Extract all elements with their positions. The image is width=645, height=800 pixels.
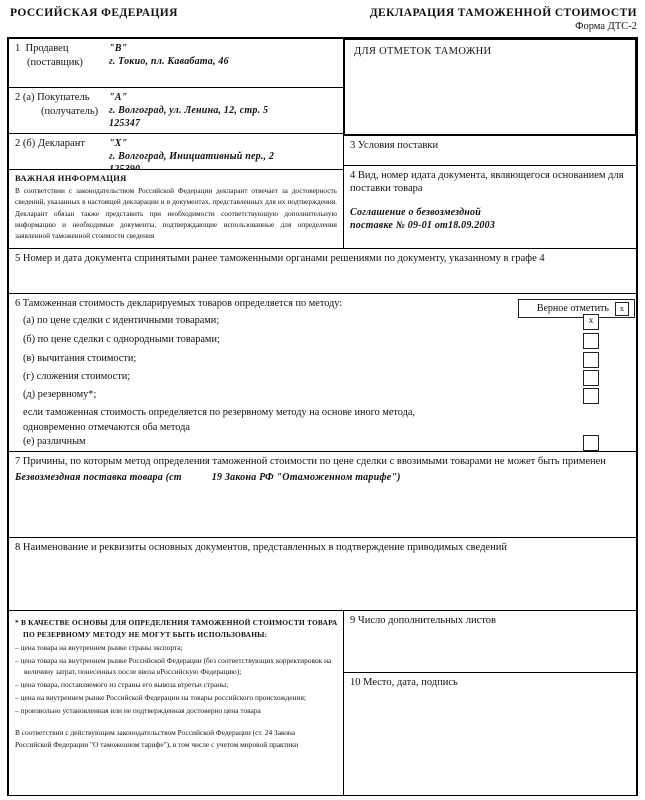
buyer-address: г. Волгоград, ул. Ленина, 12, стр. 5 [109,105,269,116]
box6-valuation-method [8,293,637,452]
method-g-label: (г) сложения стоимости; [23,371,131,382]
box2a-buyer [8,87,344,134]
box9-label: 9 Число дополнительных листов [350,615,496,626]
country-heading: РОССИЙСКАЯ ФЕДЕРАЦИЯ [10,7,178,19]
method-a-label: (а) по цене сделки с идентичными товарами; [23,315,220,326]
box1-value [109,42,229,68]
box1-label: 1 Продавец (поставщик) [15,43,83,68]
box5-prior-decisions [8,248,637,294]
method-a-checkbox[interactable]: x [583,314,599,330]
box9-additional-sheets [343,610,637,673]
method-e-checkbox[interactable] [583,435,599,451]
method-v-label: (в) вычитания стоимости; [23,353,137,364]
footnote-item: – произвольно установленная или не подтвержденная достоверно цена товара [15,705,261,715]
method-e-label: (е) различным [23,436,86,447]
important-info-body: В соответствии с законодательством Российской Федерации декларант отвечает за достоверность сведений, указанных в настоящей декларации и в документах, представленных для их подтверждения. Декларант обязан также представить при необходимости соответствующую дополнительную информацию и необходимые документы, подтверждающие использованные для определения заявленной таможенной стоимости сведения [15,186,337,241]
important-info-box [8,169,344,249]
footnote-text [15,617,339,750]
footnote-closing: В соответствии с действующим законодательством Российской Федерации (ст. 24 Закона Российской Федерации "О таможенном тарифе"), в том числе с учетом мировой практики [15,727,299,749]
form-number-label: Форма ДТС-2 [575,21,637,32]
method-v-checkbox[interactable] [583,352,599,368]
customs-marks-label: ДЛЯ ОТМЕТОК ТАМОЖНИ [354,46,492,57]
box7-label: 7 Причины, по которым метод определения таможенной стоимости по цене сделки с ввозимыми товарами не может быть применен [15,456,606,467]
box6-note-line1: если таможенная стоимость определяется по резервному методу на основе иного метода, [23,407,416,418]
method-d-label: (д) резервному*; [23,389,97,400]
box10-label: 10 Место, дата, подпись [350,677,458,688]
box1-sublabel: (поставщик) [27,57,83,68]
box4-value: Соглашение о безвозмездной поставке № 09-01 от18.09.2003 [350,207,496,231]
footnote-item: – цена товара на внутреннем рынке страны экспорта; [15,642,183,652]
important-info-title: ВАЖНАЯ ИНФОРМАЦИЯ [15,173,127,183]
box3-label: 3 Условия поставки [350,140,439,151]
footnote-item: – цена на внутреннем рынке Российской Федерации на товары российского происхождения; [15,693,306,703]
box2b-label: 2 (б) Декларант [15,138,85,149]
box10-place-date-signature [343,672,637,796]
document-title: ДЕКЛАРАЦИЯ ТАМОЖЕННОЙ СТОИМОСТИ [369,7,637,19]
box1-seller [8,38,344,88]
footnote-title-line1: * В КАЧЕСТВЕ ОСНОВЫ ДЛЯ ОПРЕДЕЛЕНИЯ ТАМОЖЕННОЙ СТОИМОСТИ ТОВАРА [15,618,338,627]
reserve-method-footnote [8,610,344,796]
seller-name: "В" [109,43,128,54]
box2b-number: 2 (б) [15,138,36,149]
box7-reasons [8,451,637,538]
box2a-value [109,91,268,130]
box2a-label: 2 (а) Покупатель (получатель) [15,92,99,117]
footnote-item: – цена товара, поставляемого из страны его вывоза втретьи страны; [15,680,229,690]
method-b-label: (б) по цене сделки с однородными товарами; [23,334,220,345]
box6-note-line2: одновременно отмечаются оба метода [23,422,190,433]
mark-correct-checkbox-icon: x [615,302,629,316]
box8-documents [8,537,637,611]
seller-address: г. Токио, пл. Кавабата, 46 [109,56,229,67]
box2b-declarant [8,133,344,170]
method-g-checkbox[interactable] [583,370,599,386]
box2a-number: 2 (а) [15,92,35,103]
buyer-name: "А" [109,92,128,103]
declarant-address: г. Волгоград, Инициативный пер., 2 [109,151,275,162]
box6-label: 6 Таможенная стоимость декларируемых товаров определяется по методу: [15,298,343,309]
footnote-title-line2: ПО РЕЗЕРВНОМУ МЕТОДУ НЕ МОГУТ БЫТЬ ИСПОЛЬЗОВАНЫ: [23,629,268,639]
mark-correct-label: Верное отметить [536,303,609,314]
buyer-postcode: 125347 [109,118,141,129]
method-d-checkbox[interactable] [583,388,599,404]
box2a-sublabel: (получатель) [41,106,99,117]
footnote-item: – цена товара на внутреннем рынке Российской Федерации (без соответствующих корректировок на величину затрат, понесенных после ввоза вРоссийскую Федерацию); [15,655,332,677]
box1-number: 1 [15,43,21,54]
box4-label: 4 Вид, номер идата документа, являющегося основанием для поставки товара [350,170,624,194]
method-b-checkbox[interactable] [583,333,599,349]
box8-label: 8 Наименование и реквизиты основных документов, представленных в подтверждение приводимых сведений [15,542,507,553]
box4-basis-document [343,165,637,249]
declarant-name: "Х" [109,138,128,149]
box3-delivery-terms [343,135,637,166]
customs-marks-box [343,38,637,136]
box7-value: Безвозмездная поставка товара (ст 19 Закона РФ "Отаможенном тарифе") [15,472,401,483]
box5-label: 5 Номер и дата документа спринятыми ранее таможенными органами решениями по документу, указанному в графе 4 [15,253,545,264]
